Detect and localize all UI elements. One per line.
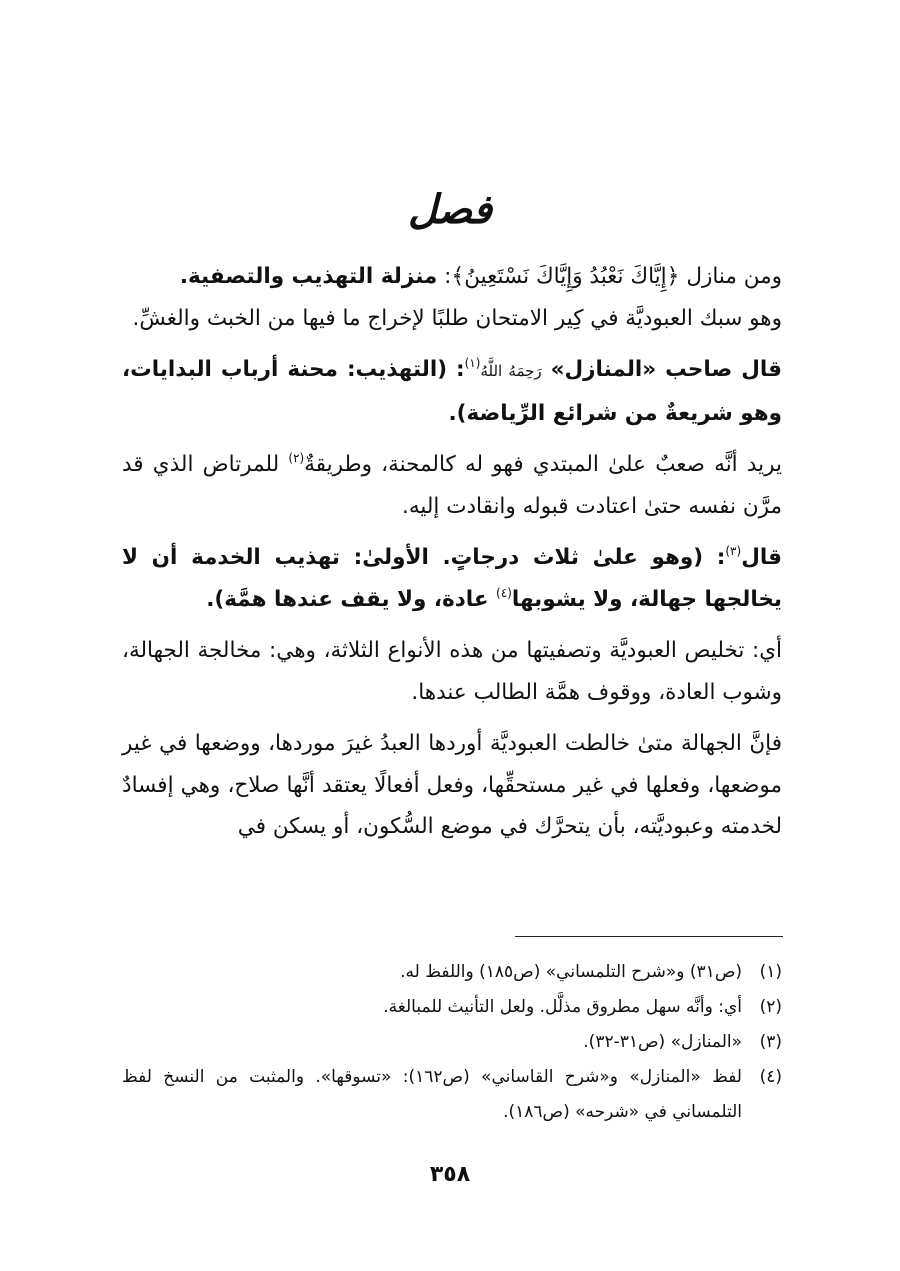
- p2-author-quote-intro: قال صاحب «المنازل»: [541, 357, 782, 382]
- paragraph-4: [122, 537, 782, 620]
- footnote-number: (٣): [759, 1032, 782, 1052]
- verse-open-bracket: ﴿: [666, 264, 680, 289]
- paragraph-1: [122, 256, 782, 339]
- main-text: [122, 256, 782, 848]
- p1-colon: :: [437, 264, 452, 289]
- footnote-ref-3[interactable]: (٣): [725, 544, 742, 558]
- p3-text-a: يريد أنَّه صعبٌ علىٰ المبتدي فهو له كالمحنة، وطريقةٌ: [304, 452, 782, 477]
- footnote-text: (ص٣١) و«شرح التلمساني» (ص١٨٥) واللفظ له.: [400, 962, 742, 982]
- paragraph-3: [122, 444, 782, 527]
- p2-honorific: رَحِمَهُ اللَّهُ: [480, 362, 542, 380]
- footnote-ref-4[interactable]: (٤): [496, 585, 512, 600]
- p1-definition: وهو سبك العبوديَّة في كِير الامتحان طلبًا لإخراج ما فيها من الخبث والغشِّ.: [132, 305, 782, 331]
- p4-quote-b: عادة، ولا يقف عندها همَّة).: [206, 586, 497, 612]
- footnote-text: أي: وأنَّه سهل مطروق مذلَّل. ولعل التأنيث للمبالغة.: [383, 997, 742, 1017]
- quran-verse: إِيَّاكَ نَعْبُدُ وَإِيَّاكَ نَسْتَعِينُ: [464, 264, 667, 289]
- paragraph-6: فإنَّ الجهالة متىٰ خالطت العبوديَّة أوردها العبدُ غيرَ موردها، ووضعها في غير موضعها، وفعلها في غير مستحقِّها، وفعل أفعالًا يعتقد أنَّها صلاح، وهي إفسادٌ لخدمته وعبوديَّته، بأن يتحرَّك في موضع السُّكون، أو يسكن في: [122, 731, 782, 839]
- page-number: ٣٥٨: [429, 1162, 471, 1187]
- verse-close-bracket: ﴾: [451, 264, 465, 289]
- footnote-text: «المنازل» (ص٣١-٣٢).: [583, 1032, 742, 1052]
- section-heading: فصل: [407, 186, 493, 233]
- footnote-2: [122, 990, 782, 1025]
- footnotes: [122, 955, 782, 1130]
- footnote-3: [122, 1025, 782, 1060]
- footnote-number: (٢): [759, 997, 782, 1017]
- p1-intro: ومن منازل: [679, 264, 782, 289]
- footnote-1: [122, 955, 782, 990]
- p3-text-b: للمرتاض الذي قد مرَّن نفسه حتىٰ اعتادت قبوله وانقادت إليه.: [122, 452, 782, 519]
- paragraph-5: أي: تخليص العبوديَّة وتصفيتها من هذه الأنواع الثلاثة، وهي: مخالجة الجهالة، وشوب العادة، ووقوف همَّة الطالب عندها.: [122, 638, 782, 705]
- footnote-number: (٤): [759, 1067, 782, 1087]
- p4-quote-a: : (وهو علىٰ ثلاث درجاتٍ. الأولىٰ: تهذيب الخدمة أن لا يخالجها جهالة، ولا يشوبها: [122, 545, 782, 612]
- p1-period: .: [179, 264, 189, 289]
- p2-quote: : (التهذيب: محنة أرباب البدايات، وهو شريعةٌ من شرائع الرِّياضة).: [122, 357, 782, 426]
- footnote-4: [122, 1060, 782, 1130]
- footnote-divider: [515, 936, 783, 937]
- footnote-ref-2[interactable]: (٢): [288, 451, 305, 465]
- footnote-text: لفظ «المنازل» و«شرح القاساني» (ص١٦٢): «تسوقها». والمثبت من النسخ لفظ التلمساني في «شرحه» (ص١٨٦).: [122, 1067, 742, 1122]
- footnote-ref-1[interactable]: (١): [464, 356, 481, 370]
- p1-station-name: منزلة التهذيب والتصفية: [188, 264, 438, 289]
- paragraph-2: [122, 349, 782, 434]
- footnote-number: (١): [759, 962, 782, 982]
- p4-said: قال: [741, 545, 782, 570]
